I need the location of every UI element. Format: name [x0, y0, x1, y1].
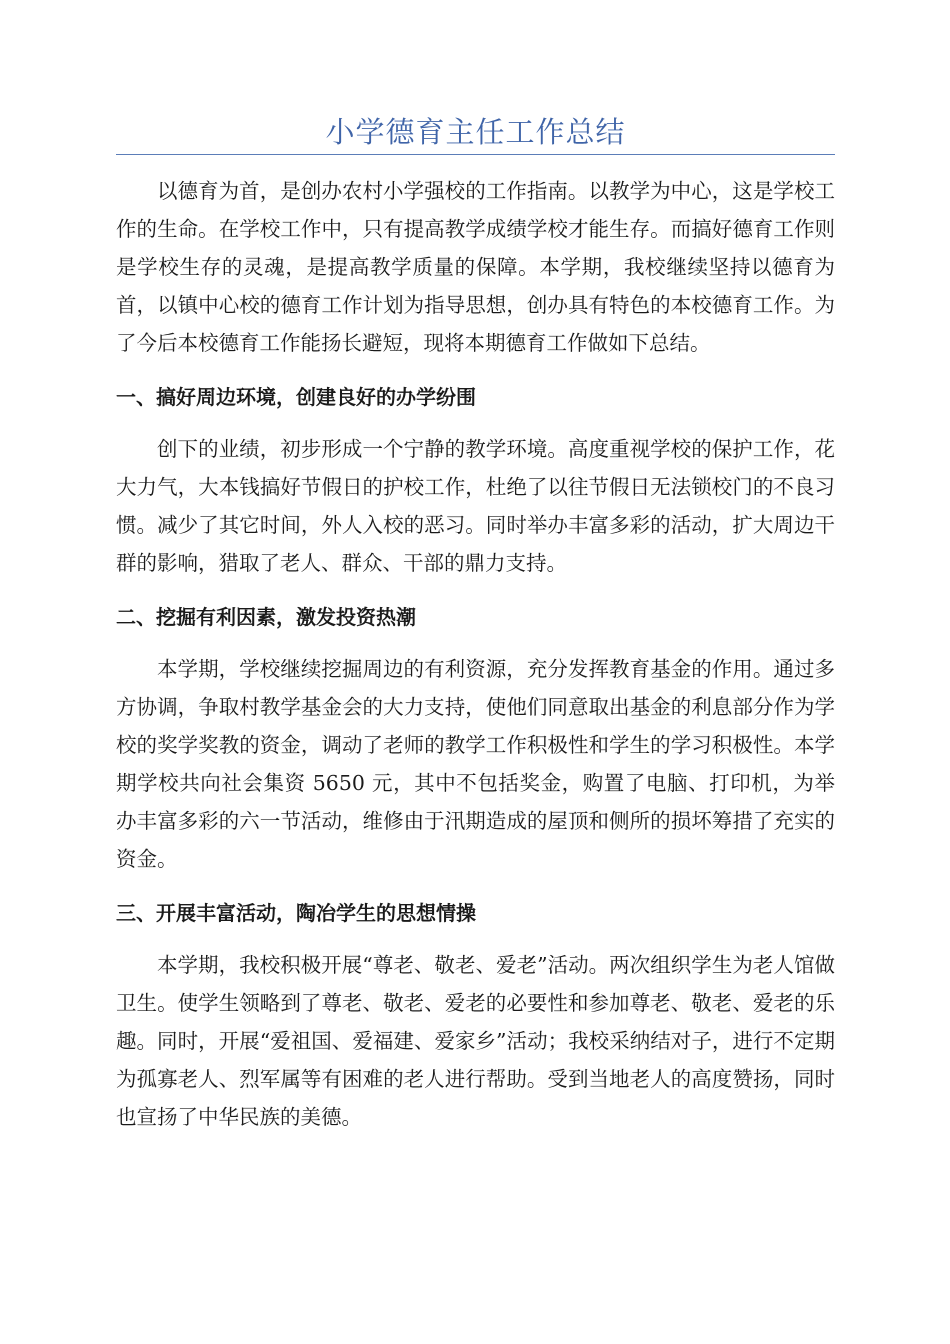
section-1-body: 创下的业绩，初步形成一个宁静的教学环境。高度重视学校的保护工作，花大力气，大本钱搞好节假日的护校工作，杜绝了以往节假日无法锁校门的不良习惯。减少了其它时间，外人入校的恶习。同时举办丰富多彩的活动，扩大周边干群的影响，猎取了老人、群众、干部的鼎力支持。 — [116, 437, 835, 575]
section-2-heading: 二、挖掘有利因素，激发投资热潮 — [116, 605, 416, 629]
intro-paragraph: 以德育为首，是创办农村小学强校的工作指南。以教学为中心，这是学校工作的生命。在学校工作中，只有提高教学成绩学校才能生存。而搞好德育工作则是学校生存的灵魂，是提高教学质量的保障。本学期，我校继续坚持以德育为首，以镇中心校的德育工作计划为指导思想，创办具有特色的本校德育工作。为了今后本校德育工作能扬长避短，现将本期德育工作做如下总结。 — [116, 179, 835, 355]
title-underline — [116, 154, 835, 155]
document-body — [116, 172, 835, 1136]
document-title: 小学德育主任工作总结 — [325, 115, 626, 149]
section-3-body: 本学期，我校积极开展“尊老、敬老、爱老”活动。两次组织学生为老人馆做卫生。使学生领略到了尊老、敬老、爱老的必要性和参加尊老、敬老、爱老的乐趣。同时，开展“爱祖国、爱福建、爱家乡”活动；我校采纳结对子，进行不定期为孤寡老人、烈军属等有困难的老人进行帮助。受到当地老人的高度赞扬，同时也宣扬了中华民族的美德。 — [116, 953, 835, 1129]
section-2-body: 本学期，学校继续挖掘周边的有利资源，充分发挥教育基金的作用。通过多方协调，争取村教学基金会的大力支持，使他们同意取出基金的利息部分作为学校的奖学奖教的资金，调动了老师的教学工作积极性和学生的学习积极性。本学期学校共向社会集资 5650 元，其中不包括奖金，购置了电脑、打印机，为举办丰富多彩的六一节活动，维修由于汛期造成的屋顶和侧所的损坏筹措了充实的资金。 — [116, 657, 835, 871]
section-1-heading: 一、搞好周边环境，创建良好的办学纷围 — [116, 385, 476, 409]
section-3-heading: 三、开展丰富活动，陶冶学生的思想情操 — [116, 901, 476, 925]
